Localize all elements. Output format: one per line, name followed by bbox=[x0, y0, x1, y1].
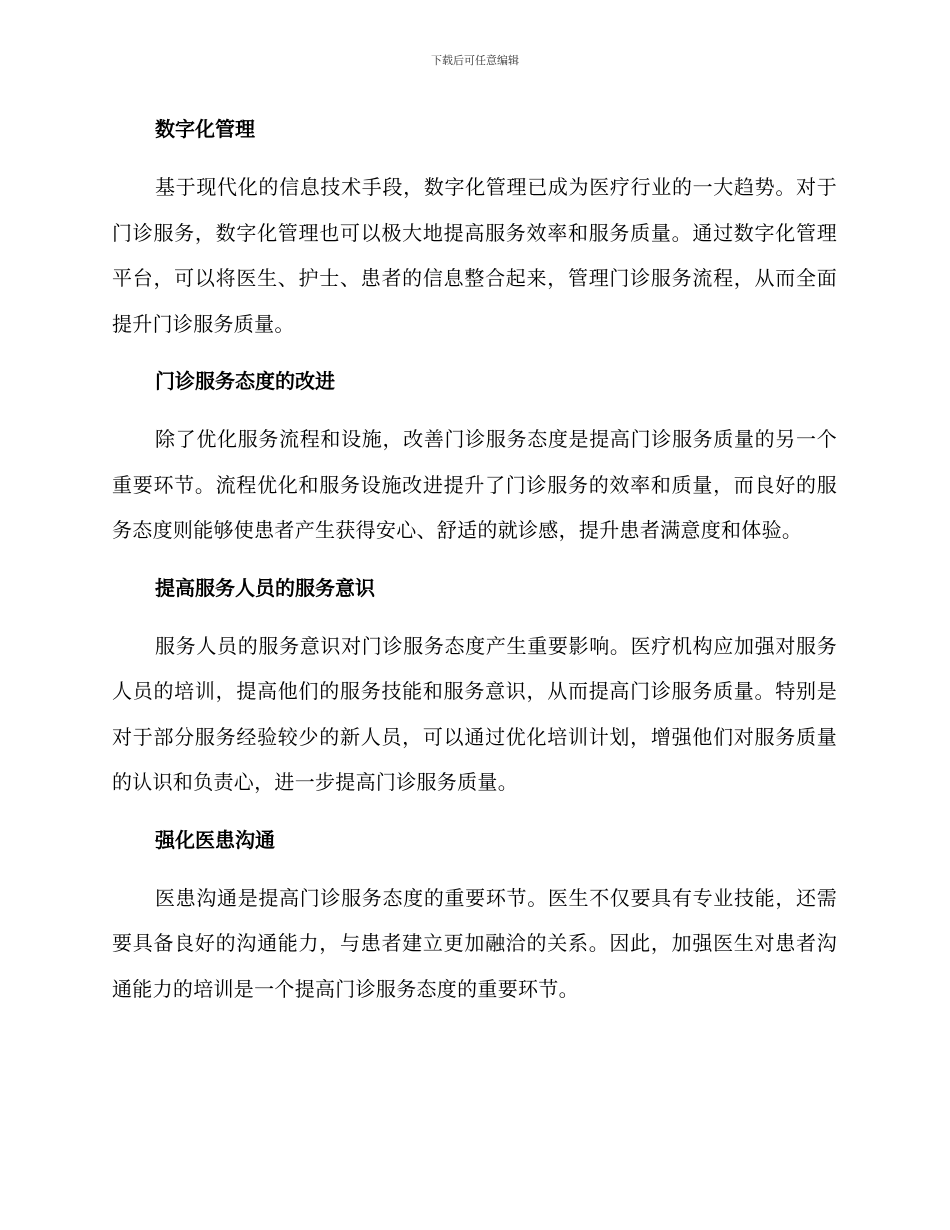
page-header: 下载后可任意编辑 bbox=[431, 54, 519, 67]
document-body bbox=[112, 107, 837, 1012]
section-paragraph: 医患沟通是提高门诊服务态度的重要环节。医生不仅要具有专业技能，还需要具备良好的沟通能力，与患者建立更加融洽的关系。因此，加强医生对患者沟通能力的培训是一个提高门诊服务态度的重要环节。 bbox=[112, 885, 837, 1001]
section-paragraph: 除了优化服务流程和设施，改善门诊服务态度是提高门诊服务质量的另一个重要环节。流程优化和服务设施改进提升了门诊服务的效率和质量，而良好的服务态度则能够使患者产生获得安心、舒适的就诊感，提升患者满意度和体验。 bbox=[112, 427, 837, 542]
section-paragraph: 服务人员的服务意识对门诊服务态度产生重要影响。医疗机构应加强对服务人员的培训，提高他们的服务技能和服务意识，从而提高门诊服务质量。特别是对于部分服务经验较少的新人员，可以通过优化培训计划，增强他们对服务质量的认识和负责心，进一步提高门诊服务质量。 bbox=[112, 633, 837, 794]
section-heading: 提高服务人员的服务意识 bbox=[155, 575, 375, 600]
section-heading: 强化医患沟通 bbox=[155, 827, 275, 852]
section-digital-management bbox=[112, 107, 837, 347]
section-doctor-patient-communication bbox=[112, 818, 837, 1013]
section-heading: 门诊服务态度的改进 bbox=[155, 369, 335, 393]
section-heading: 数字化管理 bbox=[155, 117, 255, 141]
section-service-attitude bbox=[112, 359, 837, 554]
section-service-awareness bbox=[112, 566, 837, 806]
section-paragraph: 基于现代化的信息技术手段，数字化管理已成为医疗行业的一大趋势。对于门诊服务，数字化管理也可以极大地提高服务效率和服务质量。通过数字化管理平台，可以将医生、护士、患者的信息整合起来，管理门诊服务流程，从而全面提升门诊服务质量。 bbox=[112, 175, 837, 336]
